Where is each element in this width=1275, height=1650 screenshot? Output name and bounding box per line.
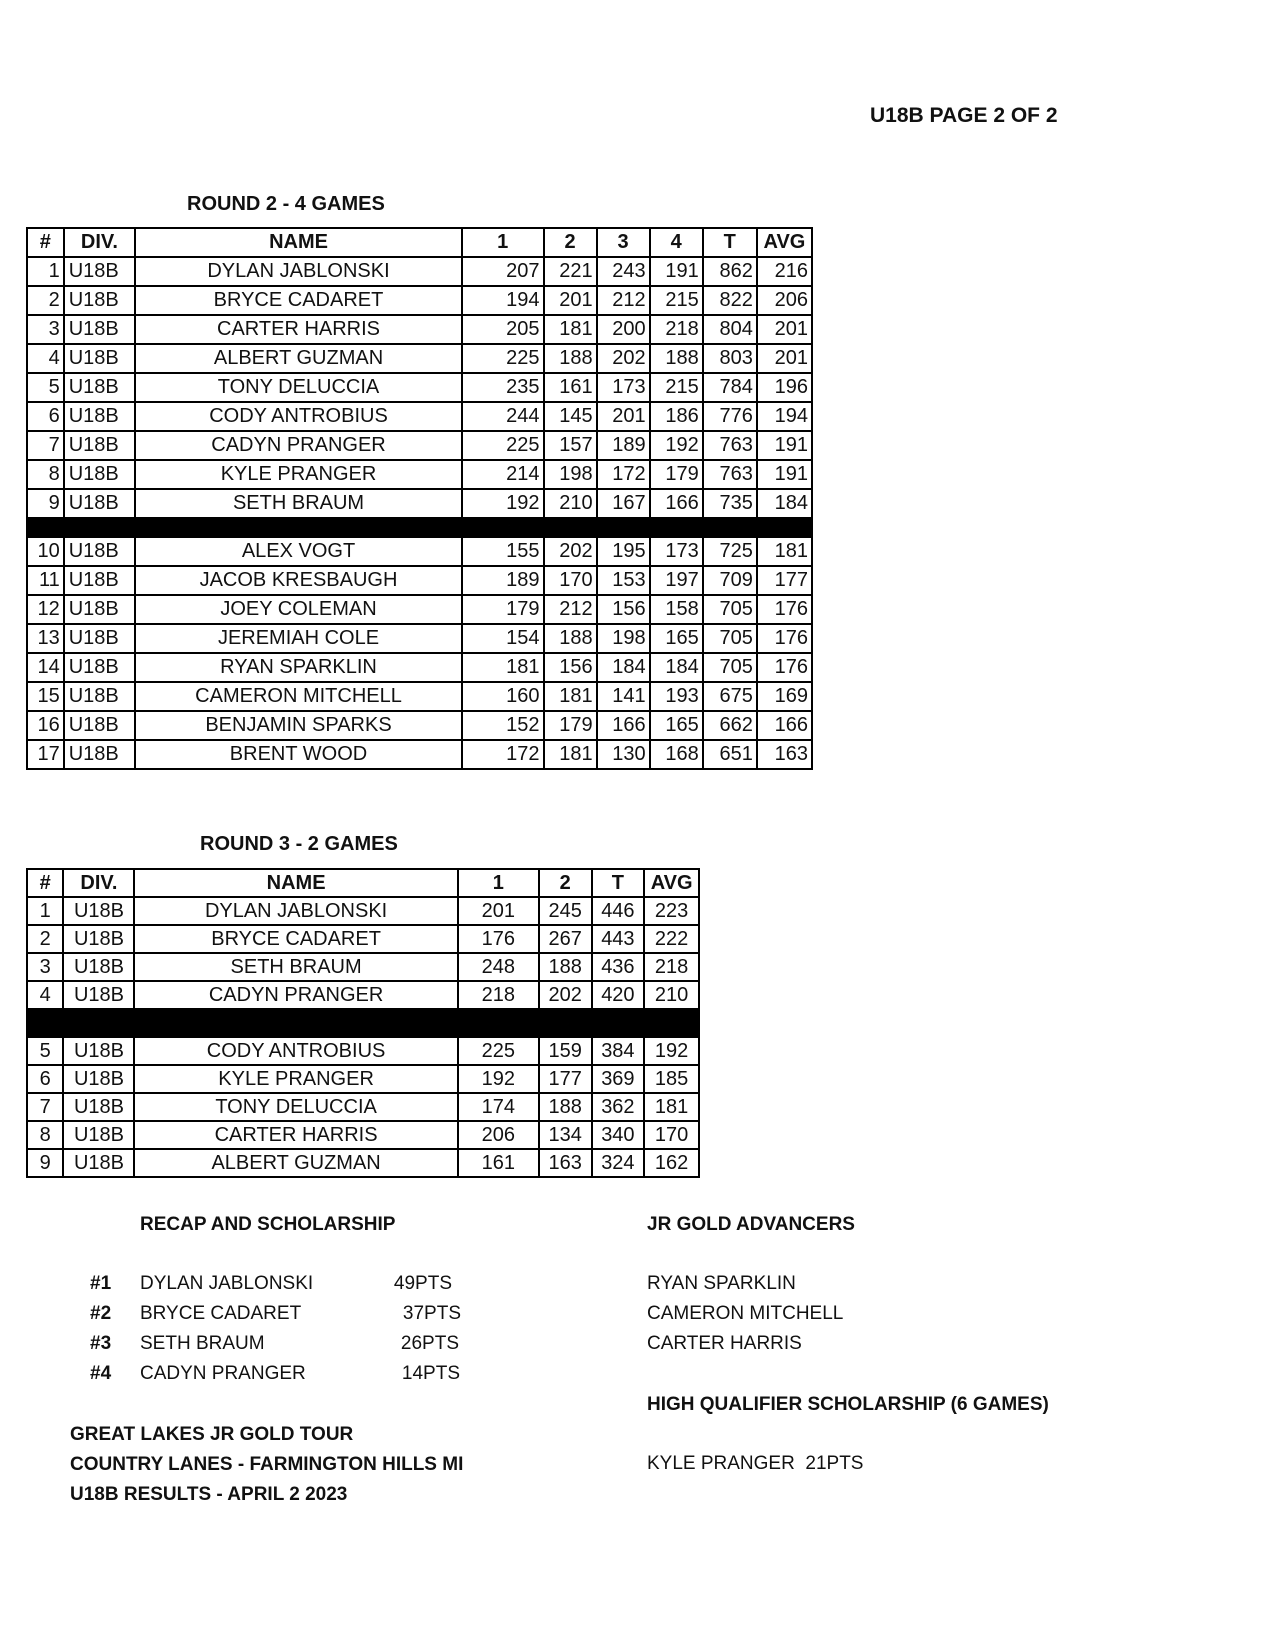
rank-cell: 15	[27, 682, 64, 711]
bowler-name-cell: CODY ANTROBIUS	[134, 1037, 457, 1065]
score-cell: 170	[644, 1121, 699, 1149]
rank-cell: 6	[27, 1065, 63, 1093]
score-cell: 324	[592, 1149, 645, 1177]
score-cell: 201	[458, 897, 539, 925]
score-cell: 205	[462, 315, 544, 344]
score-cell: 705	[703, 624, 757, 653]
score-cell: 218	[644, 953, 699, 981]
score-cell: 218	[458, 981, 539, 1009]
score-cell: 776	[703, 402, 757, 431]
score-cell: 195	[597, 537, 650, 566]
bowler-name-cell: SETH BRAUM	[134, 953, 457, 981]
division-cell: U18B	[63, 1149, 134, 1177]
table-row	[27, 566, 812, 595]
division-cell: U18B	[64, 740, 135, 769]
table-row	[27, 1093, 699, 1121]
table-row	[27, 1149, 699, 1177]
score-cell: 194	[462, 286, 544, 315]
division-cell: U18B	[63, 953, 134, 981]
score-cell: 215	[650, 286, 703, 315]
score-cell: 243	[597, 257, 650, 286]
page-number-label: U18B PAGE 2 OF 2	[870, 104, 1058, 127]
table-row	[27, 740, 812, 769]
bowler-name-cell: KYLE PRANGER	[134, 1065, 457, 1093]
score-cell: 188	[539, 953, 592, 981]
score-cell: 244	[462, 402, 544, 431]
score-cell: 207	[462, 257, 544, 286]
division-cell: U18B	[64, 653, 135, 682]
table-row	[27, 925, 699, 953]
score-cell: 177	[757, 566, 812, 595]
score-cell: 166	[597, 711, 650, 740]
score-cell: 165	[650, 624, 703, 653]
rank-cell: 1	[27, 897, 63, 925]
score-cell: 181	[544, 740, 597, 769]
score-cell: 267	[539, 925, 592, 953]
score-cell: 161	[544, 373, 597, 402]
table-row	[27, 897, 699, 925]
bowler-name-cell: CADYN PRANGER	[134, 981, 457, 1009]
score-cell: 165	[650, 711, 703, 740]
score-cell: 221	[544, 257, 597, 286]
table-row	[27, 624, 812, 653]
rank-cell: 8	[27, 1121, 63, 1149]
score-cell: 225	[462, 344, 544, 373]
division-cell: U18B	[63, 1093, 134, 1121]
score-cell: 362	[592, 1093, 645, 1121]
bowler-name-cell: CAMERON MITCHELL	[135, 682, 462, 711]
score-cell: 158	[650, 595, 703, 624]
advancer-name: CARTER HARRIS	[647, 1333, 802, 1354]
score-cell: 763	[703, 460, 757, 489]
table-row	[27, 1037, 699, 1065]
table-row	[27, 537, 812, 566]
score-cell: 184	[597, 653, 650, 682]
score-cell: 156	[544, 653, 597, 682]
round2-table-body	[27, 257, 812, 769]
division-cell: U18B	[64, 595, 135, 624]
column-header: 1	[458, 869, 539, 897]
rank-cell: 4	[27, 344, 64, 373]
division-cell: U18B	[63, 1065, 134, 1093]
score-cell: 804	[703, 315, 757, 344]
score-cell: 214	[462, 460, 544, 489]
table-header-row	[27, 869, 699, 897]
division-cell: U18B	[64, 344, 135, 373]
score-cell: 167	[597, 489, 650, 518]
round3-title: ROUND 3 - 2 GAMES	[200, 833, 398, 855]
score-cell: 675	[703, 682, 757, 711]
table-row	[27, 682, 812, 711]
score-cell: 862	[703, 257, 757, 286]
score-cell: 163	[757, 740, 812, 769]
round2-results-table	[26, 227, 813, 770]
score-cell: 134	[539, 1121, 592, 1149]
score-cell: 206	[757, 286, 812, 315]
round3-table-body	[27, 897, 699, 1177]
rank-cell: 4	[27, 981, 63, 1009]
score-cell: 201	[597, 402, 650, 431]
score-cell: 181	[757, 537, 812, 566]
division-cell: U18B	[64, 566, 135, 595]
bowler-name-cell: JEREMIAH COLE	[135, 624, 462, 653]
round3-results-table	[26, 868, 700, 1178]
score-cell: 188	[539, 1093, 592, 1121]
table-row	[27, 1065, 699, 1093]
score-cell: 169	[757, 682, 812, 711]
cut-line-bar	[27, 518, 812, 537]
score-cell: 446	[592, 897, 645, 925]
score-cell: 206	[458, 1121, 539, 1149]
score-cell: 194	[757, 402, 812, 431]
rank-cell: 16	[27, 711, 64, 740]
recap-rank: #2	[90, 1303, 112, 1324]
score-cell: 166	[757, 711, 812, 740]
bowler-name-cell: BRENT WOOD	[135, 740, 462, 769]
advancers-title: JR GOLD ADVANCERS	[647, 1214, 855, 1235]
table-row	[27, 286, 812, 315]
bowler-name-cell: RYAN SPARKLIN	[135, 653, 462, 682]
score-cell: 215	[650, 373, 703, 402]
score-cell: 216	[757, 257, 812, 286]
score-cell: 181	[544, 315, 597, 344]
score-cell: 157	[544, 431, 597, 460]
score-cell: 212	[597, 286, 650, 315]
table-row	[27, 595, 812, 624]
recap-name: CADYN PRANGER	[140, 1363, 306, 1384]
advancer-name: CAMERON MITCHELL	[647, 1303, 844, 1324]
score-cell: 176	[458, 925, 539, 953]
division-cell: U18B	[64, 373, 135, 402]
bowler-name-cell: CADYN PRANGER	[135, 431, 462, 460]
division-cell: U18B	[63, 925, 134, 953]
score-cell: 130	[597, 740, 650, 769]
recap-rank: #1	[90, 1273, 112, 1294]
score-cell: 188	[544, 624, 597, 653]
rank-cell: 3	[27, 953, 63, 981]
score-cell: 166	[650, 489, 703, 518]
score-cell: 201	[757, 344, 812, 373]
bowler-name-cell: DYLAN JABLONSKI	[134, 897, 457, 925]
column-header: NAME	[135, 228, 462, 257]
bowler-name-cell: ALEX VOGT	[135, 537, 462, 566]
score-cell: 191	[650, 257, 703, 286]
score-cell: 202	[539, 981, 592, 1009]
score-cell: 179	[462, 595, 544, 624]
score-cell: 186	[650, 402, 703, 431]
score-cell: 188	[650, 344, 703, 373]
rank-cell: 11	[27, 566, 64, 595]
rank-cell: 7	[27, 1093, 63, 1121]
score-cell: 709	[703, 566, 757, 595]
score-cell: 179	[650, 460, 703, 489]
score-cell: 202	[544, 537, 597, 566]
score-cell: 191	[757, 460, 812, 489]
bowler-name-cell: JOEY COLEMAN	[135, 595, 462, 624]
bowler-name-cell: DYLAN JABLONSKI	[135, 257, 462, 286]
column-header: #	[27, 869, 63, 897]
score-cell: 223	[644, 897, 699, 925]
recap-name: SETH BRAUM	[140, 1333, 265, 1354]
score-cell: 156	[597, 595, 650, 624]
bowler-name-cell: BENJAMIN SPARKS	[135, 711, 462, 740]
division-cell: U18B	[64, 460, 135, 489]
table-row	[27, 257, 812, 286]
division-cell: U18B	[64, 489, 135, 518]
score-cell: 192	[644, 1037, 699, 1065]
score-cell: 159	[539, 1037, 592, 1065]
bowler-name-cell: ALBERT GUZMAN	[135, 344, 462, 373]
score-cell: 177	[539, 1065, 592, 1093]
score-cell: 155	[462, 537, 544, 566]
score-cell: 145	[544, 402, 597, 431]
division-cell: U18B	[64, 286, 135, 315]
score-cell: 181	[544, 682, 597, 711]
score-cell: 174	[458, 1093, 539, 1121]
rank-cell: 2	[27, 286, 64, 315]
score-cell: 201	[544, 286, 597, 315]
score-cell: 225	[462, 431, 544, 460]
score-cell: 443	[592, 925, 645, 953]
score-cell: 173	[650, 537, 703, 566]
score-cell: 822	[703, 286, 757, 315]
column-header: AVG	[644, 869, 699, 897]
recap-rank: #3	[90, 1333, 112, 1354]
column-header: 3	[597, 228, 650, 257]
rank-cell: 3	[27, 315, 64, 344]
bowler-name-cell: CODY ANTROBIUS	[135, 402, 462, 431]
score-cell: 735	[703, 489, 757, 518]
bowler-name-cell: KYLE PRANGER	[135, 460, 462, 489]
score-cell: 210	[544, 489, 597, 518]
column-header: DIV.	[64, 228, 135, 257]
bowler-name-cell: SETH BRAUM	[135, 489, 462, 518]
score-cell: 196	[757, 373, 812, 402]
column-header: NAME	[134, 869, 457, 897]
column-header: AVG	[757, 228, 812, 257]
division-cell: U18B	[64, 711, 135, 740]
recap-points: 26PTS	[400, 1333, 459, 1354]
score-cell: 198	[597, 624, 650, 653]
division-cell: U18B	[64, 682, 135, 711]
column-header: #	[27, 228, 64, 257]
score-cell: 189	[597, 431, 650, 460]
rank-cell: 8	[27, 460, 64, 489]
score-cell: 192	[650, 431, 703, 460]
table-row	[27, 344, 812, 373]
score-cell: 420	[592, 981, 645, 1009]
bowler-name-cell: BRYCE CADARET	[134, 925, 457, 953]
column-header: T	[592, 869, 645, 897]
bowler-name-cell: TONY DELUCCIA	[135, 373, 462, 402]
division-cell: U18B	[64, 257, 135, 286]
recap-rank: #4	[90, 1363, 112, 1384]
score-cell: 763	[703, 431, 757, 460]
score-cell: 436	[592, 953, 645, 981]
score-cell: 725	[703, 537, 757, 566]
division-cell: U18B	[63, 1121, 134, 1149]
rank-cell: 6	[27, 402, 64, 431]
score-cell: 163	[539, 1149, 592, 1177]
score-cell: 235	[462, 373, 544, 402]
table-row	[27, 460, 812, 489]
recap-points: 49PTS	[393, 1273, 452, 1294]
table-row	[27, 315, 812, 344]
score-cell: 192	[458, 1065, 539, 1093]
column-header: 4	[650, 228, 703, 257]
score-cell: 188	[544, 344, 597, 373]
score-cell: 160	[462, 682, 544, 711]
round2-title: ROUND 2 - 4 GAMES	[187, 193, 385, 215]
table-row	[27, 373, 812, 402]
score-cell: 181	[462, 653, 544, 682]
table-row	[27, 402, 812, 431]
score-cell: 245	[539, 897, 592, 925]
score-cell: 384	[592, 1037, 645, 1065]
high-qualifier-winner: KYLE PRANGER 21PTS	[647, 1453, 864, 1474]
column-header: 2	[539, 869, 592, 897]
division-cell: U18B	[64, 315, 135, 344]
score-cell: 222	[644, 925, 699, 953]
score-cell: 662	[703, 711, 757, 740]
rank-cell: 7	[27, 431, 64, 460]
table-row	[27, 1121, 699, 1149]
bowler-name-cell: TONY DELUCCIA	[134, 1093, 457, 1121]
column-header: 2	[544, 228, 597, 257]
bowler-name-cell: BRYCE CADARET	[135, 286, 462, 315]
division-cell: U18B	[63, 1037, 134, 1065]
score-cell: 154	[462, 624, 544, 653]
score-cell: 651	[703, 740, 757, 769]
footer-tour-name: GREAT LAKES JR GOLD TOUR	[70, 1424, 354, 1445]
score-cell: 153	[597, 566, 650, 595]
score-cell: 340	[592, 1121, 645, 1149]
high-qualifier-title: HIGH QUALIFIER SCHOLARSHIP (6 GAMES)	[647, 1394, 1049, 1415]
rank-cell: 12	[27, 595, 64, 624]
cut-line-divider	[27, 1009, 699, 1037]
table-row	[27, 981, 699, 1009]
column-header: T	[703, 228, 757, 257]
score-cell: 198	[544, 460, 597, 489]
score-cell: 210	[644, 981, 699, 1009]
division-cell: U18B	[63, 897, 134, 925]
recap-name: DYLAN JABLONSKI	[140, 1273, 314, 1294]
score-cell: 161	[458, 1149, 539, 1177]
score-cell: 184	[757, 489, 812, 518]
rank-cell: 10	[27, 537, 64, 566]
score-cell: 176	[757, 624, 812, 653]
score-cell: 784	[703, 373, 757, 402]
score-cell: 168	[650, 740, 703, 769]
footer-results-date: U18B RESULTS - APRIL 2 2023	[70, 1484, 348, 1505]
bowler-name-cell: CARTER HARRIS	[134, 1121, 457, 1149]
rank-cell: 14	[27, 653, 64, 682]
score-cell: 179	[544, 711, 597, 740]
score-cell: 218	[650, 315, 703, 344]
table-row	[27, 489, 812, 518]
score-cell: 176	[757, 595, 812, 624]
score-cell: 369	[592, 1065, 645, 1093]
division-cell: U18B	[63, 981, 134, 1009]
column-header: 1	[462, 228, 544, 257]
recap-points: 14PTS	[401, 1363, 460, 1384]
cut-line-divider	[27, 518, 812, 537]
score-cell: 173	[597, 373, 650, 402]
division-cell: U18B	[64, 402, 135, 431]
score-cell: 225	[458, 1037, 539, 1065]
score-cell: 803	[703, 344, 757, 373]
recap-name: BRYCE CADARET	[140, 1303, 302, 1324]
score-cell: 193	[650, 682, 703, 711]
score-cell: 184	[650, 653, 703, 682]
score-cell: 202	[597, 344, 650, 373]
score-cell: 162	[644, 1149, 699, 1177]
score-cell: 185	[644, 1065, 699, 1093]
table-row	[27, 653, 812, 682]
score-cell: 172	[597, 460, 650, 489]
bowler-name-cell: CARTER HARRIS	[135, 315, 462, 344]
score-cell: 705	[703, 653, 757, 682]
recap-points: 37PTS	[402, 1303, 461, 1324]
score-cell: 191	[757, 431, 812, 460]
table-row	[27, 953, 699, 981]
score-cell: 170	[544, 566, 597, 595]
score-cell: 181	[644, 1093, 699, 1121]
score-cell: 192	[462, 489, 544, 518]
score-cell: 152	[462, 711, 544, 740]
division-cell: U18B	[64, 624, 135, 653]
bowler-name-cell: ALBERT GUZMAN	[134, 1149, 457, 1177]
score-cell: 201	[757, 315, 812, 344]
rank-cell: 17	[27, 740, 64, 769]
score-cell: 189	[462, 566, 544, 595]
score-cell: 248	[458, 953, 539, 981]
score-cell: 197	[650, 566, 703, 595]
table-header-row	[27, 228, 812, 257]
table-row	[27, 711, 812, 740]
rank-cell: 1	[27, 257, 64, 286]
score-cell: 705	[703, 595, 757, 624]
recap-title: RECAP AND SCHOLARSHIP	[140, 1214, 396, 1235]
division-cell: U18B	[64, 537, 135, 566]
rank-cell: 5	[27, 373, 64, 402]
table-row	[27, 431, 812, 460]
score-cell: 200	[597, 315, 650, 344]
score-cell: 212	[544, 595, 597, 624]
score-cell: 141	[597, 682, 650, 711]
rank-cell: 5	[27, 1037, 63, 1065]
score-cell: 176	[757, 653, 812, 682]
cut-line-bar	[27, 1009, 699, 1037]
column-header: DIV.	[63, 869, 134, 897]
bowler-name-cell: JACOB KRESBAUGH	[135, 566, 462, 595]
rank-cell: 9	[27, 1149, 63, 1177]
footer-venue: COUNTRY LANES - FARMINGTON HILLS MI	[70, 1454, 464, 1475]
rank-cell: 13	[27, 624, 64, 653]
rank-cell: 2	[27, 925, 63, 953]
rank-cell: 9	[27, 489, 64, 518]
division-cell: U18B	[64, 431, 135, 460]
advancer-name: RYAN SPARKLIN	[647, 1273, 796, 1294]
score-cell: 172	[462, 740, 544, 769]
